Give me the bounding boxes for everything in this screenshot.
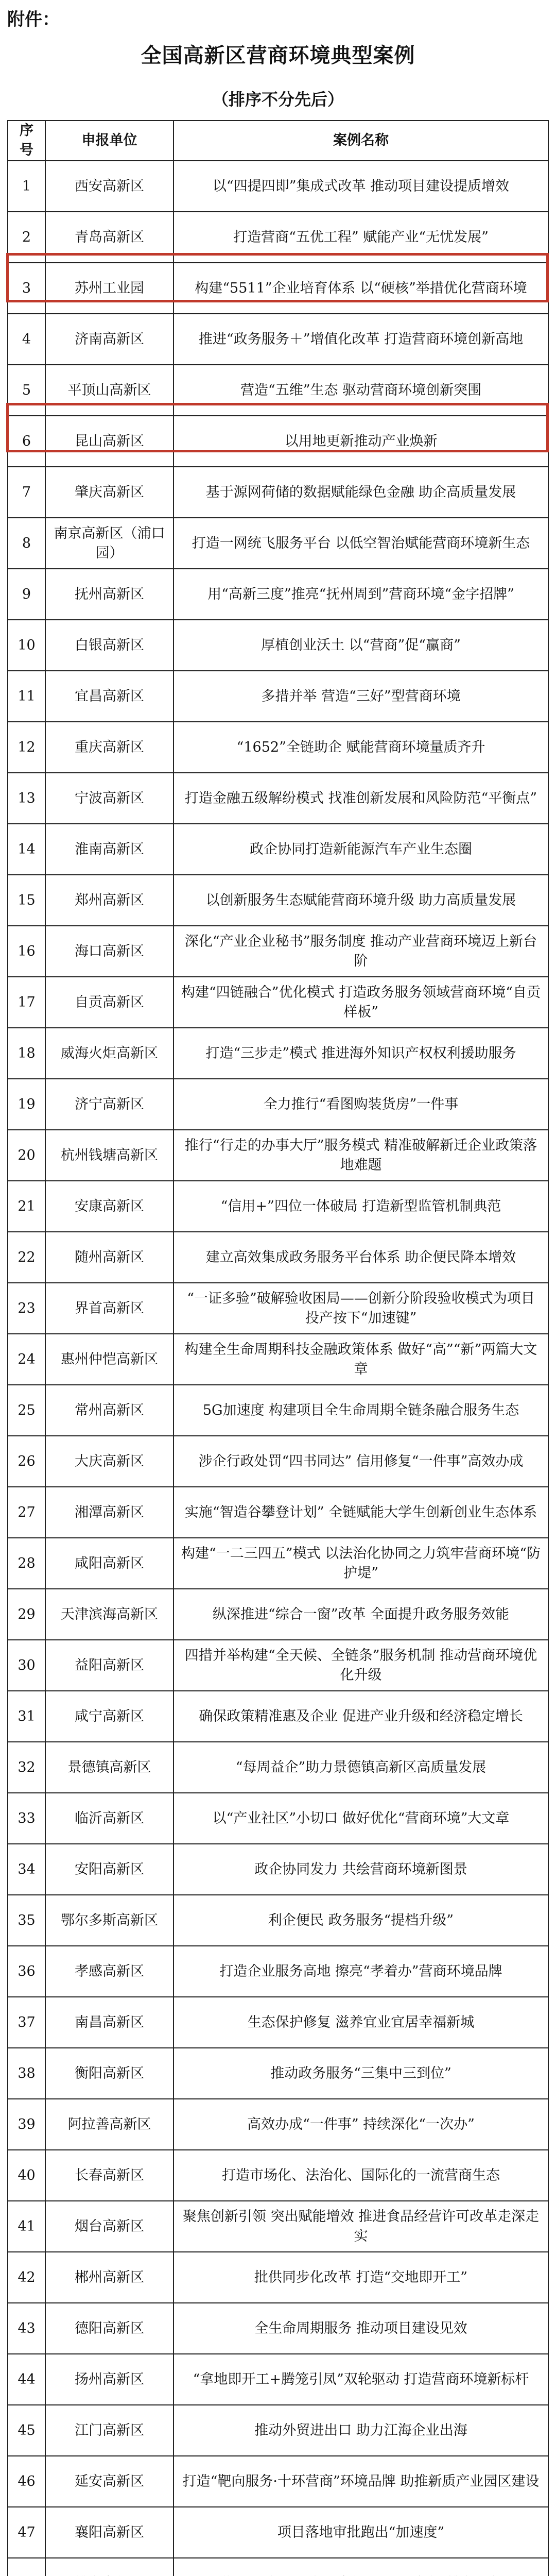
- row-number: 30: [8, 1640, 45, 1691]
- table-row: [8, 926, 548, 977]
- row-case-name: 打造金融五级解纷模式 找准创新发展和风险防范“平衡点”: [173, 773, 548, 824]
- row-number: 4: [8, 314, 45, 365]
- row-number: 40: [8, 2150, 45, 2201]
- table-row: [8, 2456, 548, 2507]
- row-number: 41: [8, 2201, 45, 2252]
- row-unit: 白银高新区: [45, 620, 173, 671]
- row-unit: 天津滨海高新区: [45, 1589, 173, 1640]
- row-number: 26: [8, 1436, 45, 1487]
- table-row: [8, 1997, 548, 2048]
- row-unit: 湘潭高新区: [45, 1487, 173, 1538]
- table-row: [8, 1028, 548, 1079]
- table-row: [8, 1232, 548, 1283]
- row-number: 20: [8, 1130, 45, 1181]
- row-unit: 自贡高新区: [45, 977, 173, 1028]
- row-case-name: 推进“政务服务＋”增值化改革 打造营商环境创新高地: [173, 314, 548, 365]
- row-case-name: 利企便民 政务服务“提档升级”: [173, 1895, 548, 1946]
- row-unit: 扬州高新区: [45, 2354, 173, 2405]
- row-number: 46: [8, 2456, 45, 2507]
- header-number: 序号: [8, 121, 45, 161]
- row-unit: 青岛高新区: [45, 212, 173, 263]
- row-unit: 肇庆高新区: [45, 467, 173, 518]
- row-unit: 海口高新区: [45, 926, 173, 977]
- row-case-name: 以用地更新推动产业焕新: [173, 416, 548, 467]
- row-unit: 惠州仲恺高新区: [45, 1334, 173, 1385]
- table-row: [8, 1385, 548, 1436]
- row-unit: 南京高新区（浦口园）: [45, 518, 173, 569]
- table-row: [8, 518, 548, 569]
- row-case-name: “每周益企”助力景德镇高新区高质量发展: [173, 1742, 548, 1793]
- table-row: [8, 824, 548, 875]
- row-unit: 济南高新区: [45, 314, 173, 365]
- row-unit: 江门高新区: [45, 2405, 173, 2456]
- row-unit: 景德镇高新区: [45, 1742, 173, 1793]
- row-number: 14: [8, 824, 45, 875]
- row-case-name: 建立高效集成政务服务平台体系 助企便民降本增效: [173, 1232, 548, 1283]
- table-row: [8, 773, 548, 824]
- row-number: 23: [8, 1283, 45, 1334]
- row-number: 12: [8, 722, 45, 773]
- row-number: 31: [8, 1691, 45, 1742]
- table-row: [8, 1640, 548, 1691]
- table-row: [8, 620, 548, 671]
- table-row: [8, 722, 548, 773]
- table-row: [8, 1895, 548, 1946]
- row-number: 6: [8, 416, 45, 467]
- row-case-name: [173, 2558, 548, 2576]
- row-number: 24: [8, 1334, 45, 1385]
- row-number: 13: [8, 773, 45, 824]
- row-number: 43: [8, 2303, 45, 2354]
- row-number: 7: [8, 467, 45, 518]
- row-case-name: 打造一网统飞服务平台 以低空智治赋能营商环境新生态: [173, 518, 548, 569]
- table-row: [8, 1538, 548, 1589]
- row-unit: 烟台高新区: [45, 2201, 173, 2252]
- row-unit: 延安高新区: [45, 2456, 173, 2507]
- row-number: 32: [8, 1742, 45, 1793]
- row-case-name: 打造“三步走”模式 推进海外知识产权权利援助服务: [173, 1028, 548, 1079]
- row-case-name: “1652”全链助企 赋能营商环境量质齐升: [173, 722, 548, 773]
- table-row: [8, 1181, 548, 1232]
- table-row: [8, 1487, 548, 1538]
- table-row: [8, 2558, 548, 2576]
- row-unit: 宜昌高新区: [45, 671, 173, 722]
- row-case-name: 打造企业服务高地 擦亮“孝着办”营商环境品牌: [173, 1946, 548, 1997]
- row-number: 37: [8, 1997, 45, 2048]
- row-number: 39: [8, 2099, 45, 2150]
- row-unit: 平顶山高新区: [45, 365, 173, 416]
- row-number: 16: [8, 926, 45, 977]
- row-unit: 威海火炬高新区: [45, 1028, 173, 1079]
- row-unit: 淮南高新区: [45, 824, 173, 875]
- table-row: [8, 1589, 548, 1640]
- row-case-name: 聚焦创新引领 突出赋能增效 推进食品经营许可改革走深走实: [173, 2201, 548, 2252]
- row-number: 28: [8, 1538, 45, 1589]
- table-row: [8, 212, 548, 263]
- table-row: [8, 2099, 548, 2150]
- row-case-name: 推动外贸进出口 助力江海企业出海: [173, 2405, 548, 2456]
- row-case-name: 打造市场化、法治化、国际化的一流营商生态: [173, 2150, 548, 2201]
- table-row: [8, 569, 548, 620]
- row-case-name: 深化“产业企业秘书”服务制度 推动产业营商环境迈上新台阶: [173, 926, 548, 977]
- row-case-name: 四措并举构建“全天候、全链条”服务机制 推动营商环境优化升级: [173, 1640, 548, 1691]
- row-unit: 益阳高新区: [45, 1640, 173, 1691]
- row-number: 21: [8, 1181, 45, 1232]
- row-case-name: 以“产业社区”小切口 做好优化“营商环境”大文章: [173, 1793, 548, 1844]
- row-number: 9: [8, 569, 45, 620]
- row-case-name: 构建“一二三四五”模式 以法治化协同之力筑牢营商环境“防护堤”: [173, 1538, 548, 1589]
- row-unit: 安阳高新区: [45, 1844, 173, 1895]
- row-number: 25: [8, 1385, 45, 1436]
- row-unit: 重庆高新区: [45, 722, 173, 773]
- row-number: 17: [8, 977, 45, 1028]
- row-unit: 临沂高新区: [45, 1793, 173, 1844]
- row-case-name: 项目落地审批跑出“加速度”: [173, 2507, 548, 2558]
- row-case-name: 批供同步化改革 打造“交地即开工”: [173, 2252, 548, 2303]
- row-unit: 苏州工业园: [45, 263, 173, 314]
- document-title: 全国高新区营商环境典型案例: [141, 43, 415, 67]
- row-number: 38: [8, 2048, 45, 2099]
- row-case-name: 实施“智造谷攀登计划” 全链赋能大学生创新创业生态体系: [173, 1487, 548, 1538]
- row-case-name: 政企协同打造新能源汽车产业生态圈: [173, 824, 548, 875]
- row-number: 33: [8, 1793, 45, 1844]
- table-row: [8, 1742, 548, 1793]
- row-number: 22: [8, 1232, 45, 1283]
- row-number: 3: [8, 263, 45, 314]
- row-unit: 长春高新区: [45, 2150, 173, 2201]
- row-number: 2: [8, 212, 45, 263]
- row-number: 44: [8, 2354, 45, 2405]
- row-case-name: 生态保护修复 滋养宜业宜居幸福新城: [173, 1997, 548, 2048]
- row-case-name: 涉企行政处罚“四书同达” 信用修复“一件事”高效办成: [173, 1436, 548, 1487]
- row-unit: 咸宁高新区: [45, 1691, 173, 1742]
- row-unit: 安康高新区: [45, 1181, 173, 1232]
- row-case-name: 以“四提四即”集成式改革 推动项目建设提质增效: [173, 161, 548, 212]
- row-case-name: 确保政策精准惠及企业 促进产业升级和经济稳定增长: [173, 1691, 548, 1742]
- row-case-name: 政企协同发力 共绘营商环境新图景: [173, 1844, 548, 1895]
- row-number: 11: [8, 671, 45, 722]
- row-unit: 大庆高新区: [45, 1436, 173, 1487]
- table-row: [8, 1079, 548, 1130]
- table-row: [8, 1946, 548, 1997]
- table-row: [8, 1130, 548, 1181]
- table-row: [8, 365, 548, 416]
- table-row: [8, 2354, 548, 2405]
- header-case-name: 案例名称: [173, 121, 548, 161]
- row-case-name: 厚植创业沃土 以“营商”促“赢商”: [173, 620, 548, 671]
- row-case-name: 打造营商“五优工程” 赋能产业“无忧发展”: [173, 212, 548, 263]
- row-case-name: 构建“5511”企业培育体系 以“硬核”举措优化营商环境: [173, 263, 548, 314]
- row-unit: 孝感高新区: [45, 1946, 173, 1997]
- row-number: 10: [8, 620, 45, 671]
- row-unit: 郴州高新区: [45, 2252, 173, 2303]
- table-row: [8, 1283, 548, 1334]
- row-case-name: 多措并举 营造“三好”型营商环境: [173, 671, 548, 722]
- row-number: [8, 2558, 45, 2576]
- table-header-row: [8, 121, 548, 161]
- table-row: [8, 1844, 548, 1895]
- table-row: [8, 671, 548, 722]
- table-row: [8, 2507, 548, 2558]
- document-subtitle: （排序不分先后）: [212, 90, 344, 109]
- row-case-name: 构建全生命周期科技金融政策体系 做好“高”“新”两篇大文章: [173, 1334, 548, 1385]
- row-case-name: 全生命周期服务 推动项目建设见效: [173, 2303, 548, 2354]
- row-number: 45: [8, 2405, 45, 2456]
- table-row: [8, 2405, 548, 2456]
- row-case-name: 全力推行“看图购装货房”一件事: [173, 1079, 548, 1130]
- row-case-name: 推动政务服务“三集中三到位”: [173, 2048, 548, 2099]
- row-number: 18: [8, 1028, 45, 1079]
- row-case-name: 推行“行走的办事大厅”服务模式 精准破解新迁企业政策落地难题: [173, 1130, 548, 1181]
- table-row: [8, 1436, 548, 1487]
- row-unit: 宁波高新区: [45, 773, 173, 824]
- row-unit: 杭州钱塘高新区: [45, 1130, 173, 1181]
- row-number: 5: [8, 365, 45, 416]
- row-unit: 西安高新区: [45, 161, 173, 212]
- row-case-name: “信用+”四位一体破局 打造新型监管机制典范: [173, 1181, 548, 1232]
- row-number: 36: [8, 1946, 45, 1997]
- row-number: 29: [8, 1589, 45, 1640]
- table-row: [8, 467, 548, 518]
- row-number: 35: [8, 1895, 45, 1946]
- row-case-name: 基于源网荷储的数据赋能绿色金融 助企高质量发展: [173, 467, 548, 518]
- table-row: [8, 416, 548, 467]
- row-number: 34: [8, 1844, 45, 1895]
- row-case-name: “拿地即开工+腾笼引凤”双轮驱动 打造营商环境新标杆: [173, 2354, 548, 2405]
- row-number: 19: [8, 1079, 45, 1130]
- row-case-name: 打造“靶向服务·十环营商”环境品牌 助推新质产业园区建设: [173, 2456, 548, 2507]
- row-case-name: 5G加速度 构建项目全生命周期全链条融合服务生态: [173, 1385, 548, 1436]
- row-unit: 随州高新区: [45, 1232, 173, 1283]
- row-number: 15: [8, 875, 45, 926]
- row-case-name: 构建“四链融合”优化模式 打造政务服务领域营商环境“自贡样板”: [173, 977, 548, 1028]
- row-unit: 济宁高新区: [45, 1079, 173, 1130]
- row-unit: 郑州高新区: [45, 875, 173, 926]
- table-row: [8, 2048, 548, 2099]
- row-number: 42: [8, 2252, 45, 2303]
- row-number: 1: [8, 161, 45, 212]
- table-row: [8, 977, 548, 1028]
- row-unit: 界首高新区: [45, 1283, 173, 1334]
- row-unit: 常州高新区: [45, 1385, 173, 1436]
- row-unit: 抚州高新区: [45, 569, 173, 620]
- table-row: [8, 314, 548, 365]
- table-row: [8, 2201, 548, 2252]
- row-number: 8: [8, 518, 45, 569]
- table-row: [8, 161, 548, 212]
- row-unit: 德阳高新区: [45, 2303, 173, 2354]
- row-case-name: 以创新服务生态赋能营商环境升级 助力高质量发展: [173, 875, 548, 926]
- attachment-label: 附件：: [7, 9, 60, 30]
- row-case-name: 营造“五维”生态 驱动营商环境创新突围: [173, 365, 548, 416]
- row-unit: 衡阳高新区: [45, 2048, 173, 2099]
- row-number: 27: [8, 1487, 45, 1538]
- row-unit: 咸阳高新区: [45, 1538, 173, 1589]
- row-unit: 襄阳高新区: [45, 2507, 173, 2558]
- table-row: [8, 2303, 548, 2354]
- row-unit: 南昌高新区: [45, 1997, 173, 2048]
- row-unit: [45, 2558, 173, 2576]
- row-number: 47: [8, 2507, 45, 2558]
- table-row: [8, 2150, 548, 2201]
- row-case-name: 高效办成“一件事” 持续深化“一次办”: [173, 2099, 548, 2150]
- row-case-name: “一证多验”破解验收困局——创新分阶段验收模式为项目投产按下“加速键”: [173, 1283, 548, 1334]
- row-case-name: 用“高新三度”推亮“抚州周到”营商环境“金字招牌”: [173, 569, 548, 620]
- table-row: [8, 263, 548, 314]
- header-unit: 申报单位: [45, 121, 173, 161]
- row-unit: 阿拉善高新区: [45, 2099, 173, 2150]
- table-row: [8, 1334, 548, 1385]
- case-table: [7, 120, 549, 2576]
- table-row: [8, 1793, 548, 1844]
- table-row: [8, 1691, 548, 1742]
- table-body: [8, 161, 548, 2576]
- row-case-name: 纵深推进“综合一窗”改革 全面提升政务服务效能: [173, 1589, 548, 1640]
- table-row: [8, 2252, 548, 2303]
- row-unit: 昆山高新区: [45, 416, 173, 467]
- table-row: [8, 875, 548, 926]
- row-unit: 鄂尔多斯高新区: [45, 1895, 173, 1946]
